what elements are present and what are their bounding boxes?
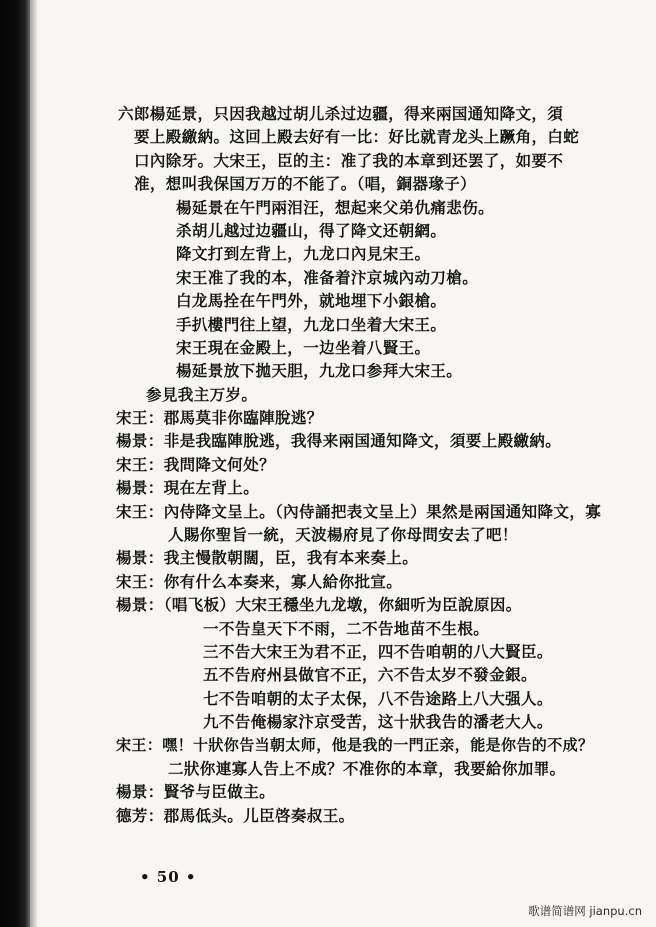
dialogue-line: 德芳：郡馬低头。儿臣啓奏叔王。	[116, 805, 355, 825]
text-line: 六郎楊延景，只因我越过胡儿杀过边疆，得来兩国通知降文，須	[118, 104, 564, 123]
lyric-line: 白龙馬拴在午門外，就地埋下小銀槍。	[176, 291, 447, 311]
dialogue-line: 宋王：我問降文何处？	[116, 454, 276, 474]
dialogue-line: 宋王：你有什么本奏来，寡人給你批宣。	[116, 571, 403, 591]
site-watermark: 歌谱简谱网 jianpu.cn	[528, 904, 642, 918]
dialogue-line: 楊景：現在左背上。	[116, 478, 260, 498]
lyric-line: 九不告俺楊家汴京受苦，这十狀我告的潘老大人。	[203, 712, 553, 732]
lyric-line: 宋王現在金殿上，一边坐着八賢王。	[176, 337, 431, 357]
dialogue-line: 楊景：（唱飞板）大宋王穩坐九龙墩，你細听为臣說原因。	[116, 595, 522, 615]
lyric-line: 一不告皇天下不雨，二不告地苗不生根。	[203, 618, 490, 638]
lyric-line: 五不告府州县做官不正，六不告太岁不發金銀。	[203, 665, 537, 685]
dialogue-line: 宋王：內侍降文呈上。（內侍誦把表文呈上）果然是兩国通知降文，寡	[116, 501, 602, 521]
text-line: 要上殿繳納。这回上殿去好有一比：好比就青龙头上蹶角，白蛇	[134, 127, 580, 147]
text-line: 参見我主万岁。	[146, 384, 258, 404]
text-line: 口內除牙。大宋王，臣的主：准了我的本章到还罢了，如要不	[134, 150, 564, 170]
dialogue-line: 楊景：非是我臨陣脫逃，我得来兩国通知降文，須要上殿繳納。	[116, 431, 562, 451]
lyric-line: 楊延景在午門兩泪汪，想起来父弟仇痛悲伤。	[176, 197, 495, 217]
book-spine-shadow	[0, 0, 30, 927]
script-text-block	[118, 102, 652, 827]
lyric-line: 三不告大宋王为君不正，四不告咱朝的八大賢臣。	[203, 641, 553, 661]
dialogue-line: 楊景：我主慢散朝闊，臣，我有本来奏上。	[116, 548, 419, 568]
lyric-line: 降文打到左背上，九龙口內見宋王。	[176, 244, 431, 264]
lyric-line: 杀胡儿越过边疆山，得了降文还朝網。	[176, 220, 447, 240]
lyric-line: 七不告咱朝的太子太保，八不告途路上八大强人。	[203, 688, 553, 708]
spine-edge-shadow	[30, 0, 38, 927]
dialogue-continuation: 二狀你連寡人告上不成？不准你的本章，我要給你加罪。	[168, 758, 566, 778]
dialogue-line: 宋王：嘿！十狀你告当朝太师，他是我的一門正亲，能是你告的不成？	[116, 735, 594, 754]
lyric-line: 手扒樓門往上望，九龙口坐着大宋王。	[176, 314, 447, 334]
dialogue-line: 楊景：賢爷与臣做主。	[116, 782, 276, 802]
text-line: 准，想叫我保国万万的不能了。（唱，銅器瑑子）	[134, 174, 477, 194]
lyric-line: 宋王准了我的本，准备着汴京城內动刀槍。	[176, 267, 479, 287]
dialogue-continuation: 人賜你聖旨一統，天波楊府見了你母問安去了吧！	[168, 525, 518, 545]
lyric-line: 楊延景放下拋天胆，九龙口参拜大宋王。	[176, 361, 463, 381]
dialogue-line: 宋王：郡馬莫非你臨陣脫逃？	[116, 408, 323, 428]
page-number: • 50 •	[140, 868, 197, 886]
